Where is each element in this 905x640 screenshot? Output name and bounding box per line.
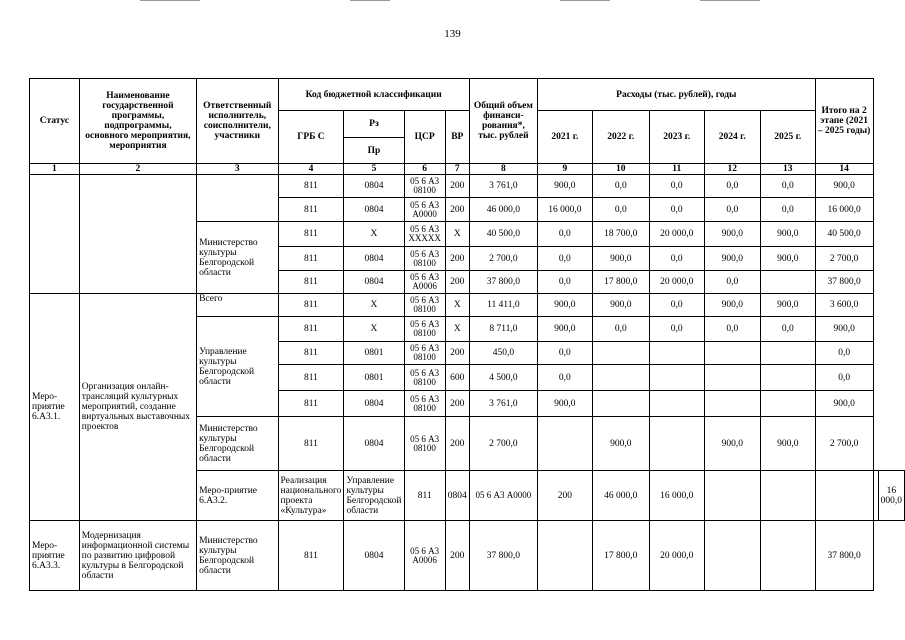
column-number: 11 (649, 164, 704, 175)
year-2023-cell: 0,0 (649, 317, 704, 342)
header-year-2023: 2023 г. (649, 111, 704, 164)
sum-cell: 37 800,0 (815, 271, 873, 294)
year-2025-cell: 900,0 (760, 417, 815, 471)
year-2024-cell: 900,0 (704, 222, 760, 247)
rz-cell: 0801 (344, 342, 404, 365)
year-2024-cell (704, 342, 760, 365)
csr-cell: 05 6 А3 А0000 (404, 198, 445, 222)
grbs-cell: 811 (278, 417, 344, 471)
status-cell: Меро-приятие 6.А3.2. (197, 471, 278, 521)
sum-cell: 37 800,0 (815, 521, 873, 591)
year-2021-cell: 900,0 (537, 175, 592, 198)
csr-cell: 05 6 А3 А0006 (404, 271, 445, 294)
sum-cell: 900,0 (815, 317, 873, 342)
total-cell: 2 700,0 (469, 417, 537, 471)
header-csr: ЦСР (404, 111, 445, 164)
page-number: 139 (444, 28, 461, 40)
year-2023-cell: 0,0 (649, 247, 704, 271)
grbs-cell: 811 (278, 198, 344, 222)
year-2021-cell: 0,0 (537, 271, 592, 294)
total-cell: 3 761,0 (469, 175, 537, 198)
year-2025-cell (760, 365, 815, 391)
csr-cell: 05 6 А3 08100 (404, 417, 445, 471)
csr-cell: 05 6 А3 08100 (404, 391, 445, 417)
header-pr: Пр (344, 138, 404, 164)
year-2021-cell (537, 417, 592, 471)
year-2022-cell: 17 800,0 (592, 271, 649, 294)
rz-cell: Х (344, 294, 404, 317)
year-2021-cell: 16 000,0 (537, 198, 592, 222)
rz-cell: Х (344, 222, 404, 247)
column-number: 10 (592, 164, 649, 175)
year-2023-cell: 0,0 (649, 198, 704, 222)
year-2025-cell: 900,0 (760, 222, 815, 247)
vr-cell: 200 (445, 417, 469, 471)
year-2022-cell: 900,0 (592, 247, 649, 271)
total-cell: 46 000,0 (469, 198, 537, 222)
table-row (30, 521, 905, 591)
grbs-cell: 811 (278, 342, 344, 365)
grbs-cell: 811 (278, 247, 344, 271)
column-number: 9 (537, 164, 592, 175)
rz-cell: 0804 (445, 471, 469, 521)
empty-name (79, 175, 196, 294)
year-2023-cell (649, 342, 704, 365)
total-cell: 37 800,0 (469, 271, 537, 294)
year-2023-cell: 20 000,0 (649, 271, 704, 294)
header-status: Статус (30, 79, 80, 164)
vr-cell: 600 (445, 365, 469, 391)
vr-cell: 200 (445, 391, 469, 417)
year-2023-cell (760, 471, 815, 521)
year-2025-cell: 900,0 (760, 294, 815, 317)
year-2021-cell: 0,0 (537, 222, 592, 247)
year-2023-cell: 20 000,0 (649, 521, 704, 591)
header-grbs: ГРБ С (278, 111, 344, 164)
year-2025-cell: 0,0 (760, 317, 815, 342)
status-cell: Меро-приятие 6.А3.3. (30, 521, 80, 591)
year-2024-cell: 900,0 (704, 247, 760, 271)
table-row (30, 175, 905, 198)
csr-cell: 05 6 А3 ХХХХХ (404, 222, 445, 247)
vr-cell: Х (445, 317, 469, 342)
sum-cell: 16 000,0 (878, 471, 904, 521)
header-year-2022: 2022 г. (592, 111, 649, 164)
year-2023-cell: 0,0 (649, 175, 704, 198)
year-2022-cell (592, 365, 649, 391)
year-2022-cell: 17 800,0 (592, 521, 649, 591)
sum-cell: 40 500,0 (815, 222, 873, 247)
sum-cell: 0,0 (815, 342, 873, 365)
year-2024-cell (704, 365, 760, 391)
column-number: 6 (404, 164, 445, 175)
executor-cell: Министерство культуры Белгородской области (197, 222, 278, 294)
year-2024-cell: 0,0 (704, 317, 760, 342)
csr-cell: 05 6 А3 08100 (404, 342, 445, 365)
grbs-cell: 811 (278, 175, 344, 198)
sum-cell: 0,0 (815, 365, 873, 391)
year-2024-cell (704, 391, 760, 417)
total-cell: 3 761,0 (469, 391, 537, 417)
total-cell: 11 411,0 (469, 294, 537, 317)
year-2023-cell: 0,0 (649, 294, 704, 317)
csr-cell: 05 6 А3 А0000 (469, 471, 537, 521)
executor-cell: Министерство культуры Белгородской области (197, 521, 278, 591)
year-2022-cell: 900,0 (592, 417, 649, 471)
empty-status (30, 175, 80, 294)
year-2025-cell (760, 521, 815, 591)
vr-cell: Х (445, 294, 469, 317)
executor-cell: Управление культуры Белгородской области (197, 317, 278, 417)
year-2021-cell: 900,0 (537, 391, 592, 417)
year-2021-cell: 0,0 (537, 247, 592, 271)
year-2025-cell (760, 271, 815, 294)
total-cell: 40 500,0 (469, 222, 537, 247)
column-number: 2 (79, 164, 196, 175)
year-2024-cell (704, 521, 760, 591)
column-number-row (30, 164, 905, 175)
vr-cell: 200 (537, 471, 592, 521)
total-cell: 46 000,0 (592, 471, 649, 521)
header-total-volume: Общий объем финанси-рования*, тыс. рублей (469, 79, 537, 164)
header-expenses: Расходы (тыс. рублей), годы (537, 79, 815, 111)
vr-cell: 200 (445, 342, 469, 365)
year-2022-cell (704, 471, 760, 521)
year-2021-cell: 900,0 (537, 317, 592, 342)
year-2023-cell (649, 417, 704, 471)
column-number: 13 (760, 164, 815, 175)
year-2024-cell: 0,0 (704, 175, 760, 198)
budget-table (29, 78, 905, 591)
year-2022-cell (592, 342, 649, 365)
name-cell: Организация онлайн-трансляций культурных мероприятий, создание виртуальных выставочных проектов (79, 294, 196, 521)
sum-cell: 2 700,0 (815, 417, 873, 471)
year-2021-cell: 0,0 (537, 342, 592, 365)
year-2024-cell: 900,0 (704, 417, 760, 471)
csr-cell: 05 6 А3 А0006 (404, 521, 445, 591)
table-row (30, 294, 905, 317)
rz-cell: Х (344, 317, 404, 342)
column-number: 8 (469, 164, 537, 175)
column-number: 5 (344, 164, 404, 175)
vr-cell: Х (445, 222, 469, 247)
year-2023-cell (649, 391, 704, 417)
grbs-cell: 811 (404, 471, 445, 521)
status-cell: Меро-приятие 6.А3.1. (30, 294, 80, 521)
year-2022-cell: 0,0 (592, 175, 649, 198)
rz-cell: 0804 (344, 198, 404, 222)
executor-cell: Министерство культуры Белгородской области (197, 417, 278, 471)
total-cell: 450,0 (469, 342, 537, 365)
vr-cell: 200 (445, 175, 469, 198)
name-cell: Модернизация информационной системы по развитию цифровой культуры в Белгородской области (79, 521, 196, 591)
name-cell: Реализация национального проекта «Культура» (278, 471, 344, 521)
year-2025-cell: 0,0 (760, 175, 815, 198)
rz-cell: 0804 (344, 271, 404, 294)
vr-cell: 200 (445, 271, 469, 294)
year-2025-cell (760, 391, 815, 417)
header-year-2024: 2024 г. (704, 111, 760, 164)
column-number: 7 (445, 164, 469, 175)
csr-cell: 05 6 А3 08100 (404, 365, 445, 391)
grbs-cell: 811 (278, 521, 344, 591)
empty-executor (197, 175, 278, 222)
rz-cell: 0804 (344, 417, 404, 471)
header-vr: ВР (445, 111, 469, 164)
year-2024-cell: 900,0 (704, 294, 760, 317)
year-2023-cell: 20 000,0 (649, 222, 704, 247)
year-2022-cell: 18 700,0 (592, 222, 649, 247)
grbs-cell: 811 (278, 294, 344, 317)
grbs-cell: 811 (278, 317, 344, 342)
year-2022-cell (592, 391, 649, 417)
year-2021-cell (537, 521, 592, 591)
grbs-cell: 811 (278, 222, 344, 247)
rz-cell: 0801 (344, 365, 404, 391)
column-number: 14 (815, 164, 873, 175)
vr-cell: 200 (445, 247, 469, 271)
header-name: Наименование государственной программы, подпрограммы, основного мероприятия, мероприятия (79, 79, 196, 164)
csr-cell: 05 6 А3 08100 (404, 294, 445, 317)
sum-cell: 900,0 (815, 391, 873, 417)
year-2022-cell: 900,0 (592, 294, 649, 317)
year-2021-cell: 900,0 (537, 294, 592, 317)
executor-cell: Всего (197, 294, 278, 317)
rz-cell: 0804 (344, 521, 404, 591)
rz-cell: 0804 (344, 175, 404, 198)
header-total-stage2: Итого на 2 этапе (2021 – 2025 годы) (815, 79, 873, 164)
year-2022-cell: 0,0 (592, 317, 649, 342)
column-number: 3 (197, 164, 278, 175)
vr-cell: 200 (445, 521, 469, 591)
year-2023-cell (649, 365, 704, 391)
year-2024-cell: 0,0 (704, 198, 760, 222)
sum-cell: 2 700,0 (815, 247, 873, 271)
sum-cell: 900,0 (815, 175, 873, 198)
executor-cell: Управление культуры Белгородской области (344, 471, 404, 521)
column-number: 12 (704, 164, 760, 175)
header-executor: Ответственный исполнитель, соисполнители, участники (197, 79, 278, 164)
total-cell: 4 500,0 (469, 365, 537, 391)
sum-cell: 3 600,0 (815, 294, 873, 317)
total-cell: 8 711,0 (469, 317, 537, 342)
csr-cell: 05 6 А3 08100 (404, 317, 445, 342)
total-cell: 37 800,0 (469, 521, 537, 591)
header-rz: Рз (344, 111, 404, 138)
year-2024-cell (815, 471, 873, 521)
vr-cell: 200 (445, 198, 469, 222)
year-2025-cell: 900,0 (760, 247, 815, 271)
year-2025-cell: 0,0 (760, 198, 815, 222)
year-2021-cell: 16 000,0 (649, 471, 704, 521)
sum-cell: 16 000,0 (815, 198, 873, 222)
csr-cell: 05 6 А3 08100 (404, 175, 445, 198)
grbs-cell: 811 (278, 365, 344, 391)
grbs-cell: 811 (278, 391, 344, 417)
total-cell: 2 700,0 (469, 247, 537, 271)
year-2024-cell: 0,0 (704, 271, 760, 294)
header-year-2021: 2021 г. (537, 111, 592, 164)
rz-cell: 0804 (344, 247, 404, 271)
year-2021-cell: 0,0 (537, 365, 592, 391)
rz-cell: 0804 (344, 391, 404, 417)
column-number: 1 (30, 164, 80, 175)
year-2022-cell: 0,0 (592, 198, 649, 222)
column-number: 4 (278, 164, 344, 175)
year-2025-cell (760, 342, 815, 365)
grbs-cell: 811 (278, 271, 344, 294)
header-budget-code: Код бюджетной классификации (278, 79, 469, 111)
header-year-2025: 2025 г. (760, 111, 815, 164)
csr-cell: 05 6 А3 08100 (404, 247, 445, 271)
